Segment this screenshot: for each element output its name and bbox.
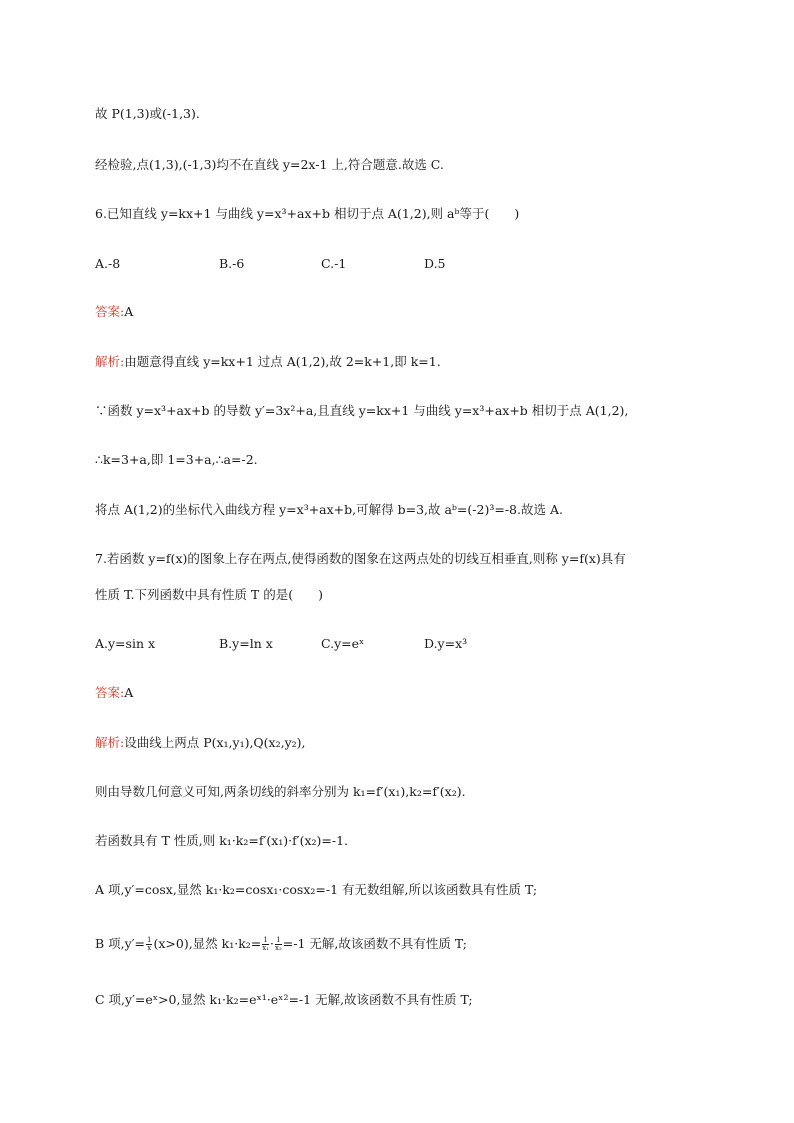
option-b: B.y=ln x (219, 636, 273, 651)
answer-value: A (124, 304, 134, 319)
fraction (146, 937, 152, 952)
denominator: x₁ (262, 944, 270, 952)
answer-label: 答案: (95, 304, 125, 319)
option-c: C.-1 (321, 256, 347, 271)
text-segment: B 项,y′= (95, 936, 146, 951)
numerator: 1 (147, 936, 152, 944)
text-segment: · (270, 936, 275, 951)
answer-line (95, 685, 133, 701)
numerator: 1 (263, 936, 268, 944)
solution-label: 解析: (95, 354, 125, 369)
option-d: D.5 (424, 256, 446, 271)
option-b: B.-6 (219, 256, 245, 271)
answer-line (95, 304, 133, 320)
text-segment: =-1 无解,故该函数不具有性质 T; (282, 936, 467, 951)
solution-label: 解析: (95, 735, 125, 750)
option-a: A.-8 (95, 256, 121, 271)
text-segment: (x>0),显然 k₁·k₂= (153, 936, 262, 951)
numerator: 1 (276, 936, 281, 944)
answer-value: A (124, 685, 134, 700)
solution-line (95, 354, 441, 370)
question-6: 6.已知直线 y=kx+1 与曲线 y=x³+ax+b 相切于点 A(1,2),则 aᵇ等于( ) (95, 206, 520, 221)
solution-line (95, 936, 467, 952)
question-7-line2: 性质 T.下列函数中具有性质 T 的是( ) (95, 587, 323, 602)
option-c: C.y=eˣ (321, 636, 365, 651)
solution-line: 则由导数几何意义可知,两条切线的斜率分别为 k₁=f′(x₁),k₂=f′(x₂). (95, 784, 466, 799)
solution-line: C 项,y′=eˣ>0,显然 k₁·k₂=eˣ¹·eˣ²=-1 无解,故该函数不具有性质 T; (95, 992, 473, 1007)
denominator: x (147, 944, 152, 952)
solution-line: ∴k=3+a,即 1=3+a,∴a=-2. (95, 452, 258, 467)
denominator: x₂ (275, 944, 282, 952)
text-line: 经检验,点(1,3),(-1,3)均不在直线 y=2x-1 上,符合题意.故选 C. (95, 157, 444, 172)
text-line: 故 P(1,3)或(-1,3). (95, 106, 200, 121)
solution-text: 由题意得直线 y=kx+1 过点 A(1,2),故 2=k+1,即 k=1. (124, 354, 441, 369)
fraction (262, 937, 269, 952)
answer-label: 答案: (95, 685, 125, 700)
solution-text: 设曲线上两点 P(x₁,y₁),Q(x₂,y₂), (124, 735, 306, 750)
solution-line: 将点 A(1,2)的坐标代入曲线方程 y=x³+ax+b,可解得 b=3,故 aᵇ=(-2)³=-8.故选 A. (95, 502, 563, 517)
solution-line: 若函数具有 T 性质,则 k₁·k₂=f′(x₁)·f′(x₂)=-1. (95, 833, 349, 848)
fraction (275, 937, 282, 952)
solution-line (95, 735, 306, 751)
option-a: A.y=sin x (95, 636, 156, 651)
solution-line: ∵函数 y=x³+ax+b 的导数 y′=3x²+a,且直线 y=kx+1 与曲线 y=x³+ax+b 相切于点 A(1,2), (95, 403, 629, 418)
question-7-line1: 7.若函数 y=f(x)的图象上存在两点,使得函数的图象在这两点处的切线互相垂直,则称 y=f(x)具有 (95, 551, 626, 566)
option-d: D.y=x³ (424, 636, 468, 651)
solution-line: A 项,y′=cosx,显然 k₁·k₂=cosx₁·cosx₂=-1 有无数组解,所以该函数具有性质 T; (95, 882, 538, 897)
